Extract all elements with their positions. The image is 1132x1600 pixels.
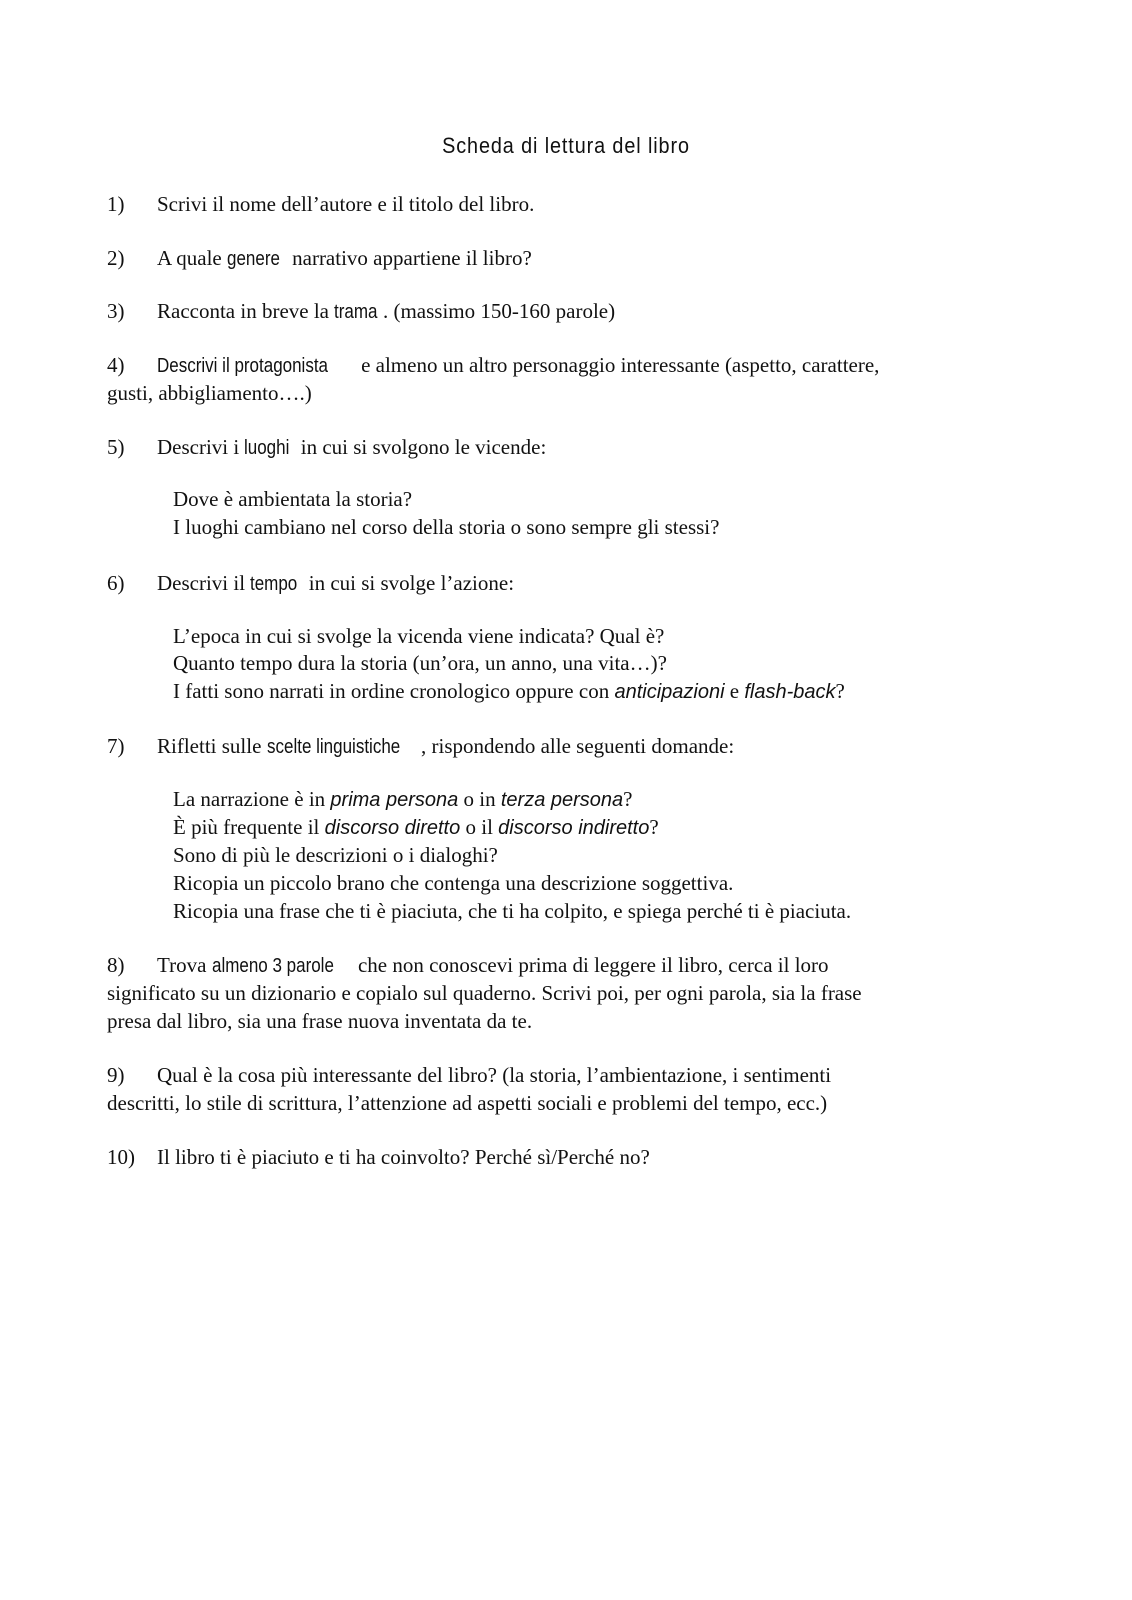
question-line: [107, 381, 312, 405]
text-segment: . (massimo 150-160 parole): [382, 299, 616, 323]
highlighted-term: Descrivi il protagonista: [157, 355, 329, 377]
text-segment: ?: [835, 679, 845, 703]
highlighted-term: prima persona: [330, 789, 459, 811]
highlighted-term: almeno 3 parole: [211, 955, 334, 977]
question-line: [157, 299, 615, 324]
question-line: [173, 679, 845, 704]
question-line: [173, 899, 851, 923]
text-segment: Ricopia un piccolo brano che contenga una descrizione soggettiva.: [173, 871, 734, 895]
text-segment: presa dal libro, sia una frase nuova inventata da te.: [107, 1009, 533, 1033]
question-line: [107, 1091, 827, 1115]
text-segment: Il libro ti è piaciuto e ti ha coinvolto? Perché sì/Perché no?: [157, 1145, 650, 1169]
text-segment: o il: [460, 815, 499, 839]
question-number: 9): [107, 1063, 125, 1087]
text-segment: Scrivi il nome dell’autore e il titolo del libro.: [157, 192, 535, 216]
highlighted-term: flash-back: [744, 681, 836, 703]
text-segment: L’epoca in cui si svolge la vicenda viene indicata? Qual è?: [173, 624, 665, 648]
text-segment: significato su un dizionario e copialo sul quaderno. Scrivi poi, per ogni parola, sia la frase: [107, 981, 862, 1005]
question-line: [107, 981, 862, 1005]
text-segment: Trova: [157, 953, 212, 977]
page-title: Scheda di lettura del libro: [442, 133, 690, 158]
question-line: [173, 624, 664, 648]
question-number: 10): [107, 1145, 135, 1169]
question-line: [157, 1145, 650, 1169]
text-segment: Descrivi i: [157, 435, 245, 459]
text-segment: Sono di più le descrizioni o i dialoghi?: [173, 843, 498, 867]
question-line: [173, 487, 412, 511]
question-line: [157, 1063, 831, 1087]
question-number: 3): [107, 299, 125, 323]
question-line: [157, 435, 546, 460]
question-number: 4): [107, 353, 125, 377]
text-segment: , rispondendo alle seguenti domande:: [421, 734, 735, 758]
question-number: 1): [107, 192, 125, 216]
highlighted-term: trama: [334, 301, 378, 323]
highlighted-term: tempo: [250, 573, 298, 595]
text-segment: e almeno un altro personaggio interessante (aspetto, carattere,: [355, 353, 880, 377]
text-segment: ?: [623, 787, 633, 811]
question-line: [173, 843, 498, 867]
question-line: [173, 871, 733, 895]
question-line: [157, 353, 879, 378]
text-segment: o in: [458, 787, 501, 811]
text-segment: narrativo appartiene il libro?: [286, 246, 532, 270]
highlighted-term: discorso diretto: [324, 817, 461, 839]
question-number: 7): [107, 734, 125, 758]
question-number: 2): [107, 246, 125, 270]
text-segment: I fatti sono narrati in ordine cronologico oppure con: [173, 679, 615, 703]
highlighted-term: anticipazioni: [614, 681, 725, 703]
question-line: [157, 734, 734, 759]
question-line: [173, 651, 667, 675]
question-number: 6): [107, 571, 125, 595]
text-segment: Quanto tempo dura la storia (un’ora, un anno, una vita…)?: [173, 651, 667, 675]
text-segment: che non conoscevi prima di leggere il libro, cerca il loro: [352, 953, 829, 977]
question-line: [173, 815, 659, 840]
text-segment: ?: [649, 815, 659, 839]
question-line: [107, 1009, 532, 1033]
text-segment: gusti, abbigliamento….): [107, 381, 312, 405]
text-segment: I luoghi cambiano nel corso della storia o sono sempre gli stessi?: [173, 515, 720, 539]
text-segment: Qual è la cosa più interessante del libro? (la storia, l’ambientazione, i sentimenti: [157, 1063, 832, 1087]
text-segment: A quale: [157, 246, 227, 270]
highlighted-term: terza persona: [500, 789, 624, 811]
text-segment: descritti, lo stile di scrittura, l’attenzione ad aspetti sociali e problemi del tempo, ecc.): [107, 1091, 828, 1115]
question-line: [173, 787, 632, 812]
question-number: 8): [107, 953, 125, 977]
question-number: 5): [107, 435, 125, 459]
question-line: [157, 953, 829, 978]
text-segment: Racconta in breve la: [157, 299, 335, 323]
text-segment: in cui si svolge l’azione:: [303, 571, 515, 595]
highlighted-term: genere: [226, 248, 280, 270]
text-segment: Ricopia una frase che ti è piaciuta, che ti ha colpito, e spiega perché ti è piaciuta.: [173, 899, 852, 923]
text-segment: Rifletti sulle: [157, 734, 267, 758]
text-segment: La narrazione è in: [173, 787, 331, 811]
text-segment: Descrivi il: [157, 571, 251, 595]
text-segment: e: [724, 679, 745, 703]
highlighted-term: discorso indiretto: [498, 817, 650, 839]
text-segment: in cui si svolgono le vicende:: [295, 435, 547, 459]
text-segment: Dove è ambientata la storia?: [173, 487, 413, 511]
highlighted-term: scelte linguistiche: [266, 736, 400, 758]
question-line: [157, 192, 534, 216]
text-segment: È più frequente il: [173, 815, 325, 839]
question-line: [157, 571, 514, 596]
question-line: [157, 246, 532, 271]
highlighted-term: luoghi: [244, 437, 290, 459]
question-line: [173, 515, 719, 539]
